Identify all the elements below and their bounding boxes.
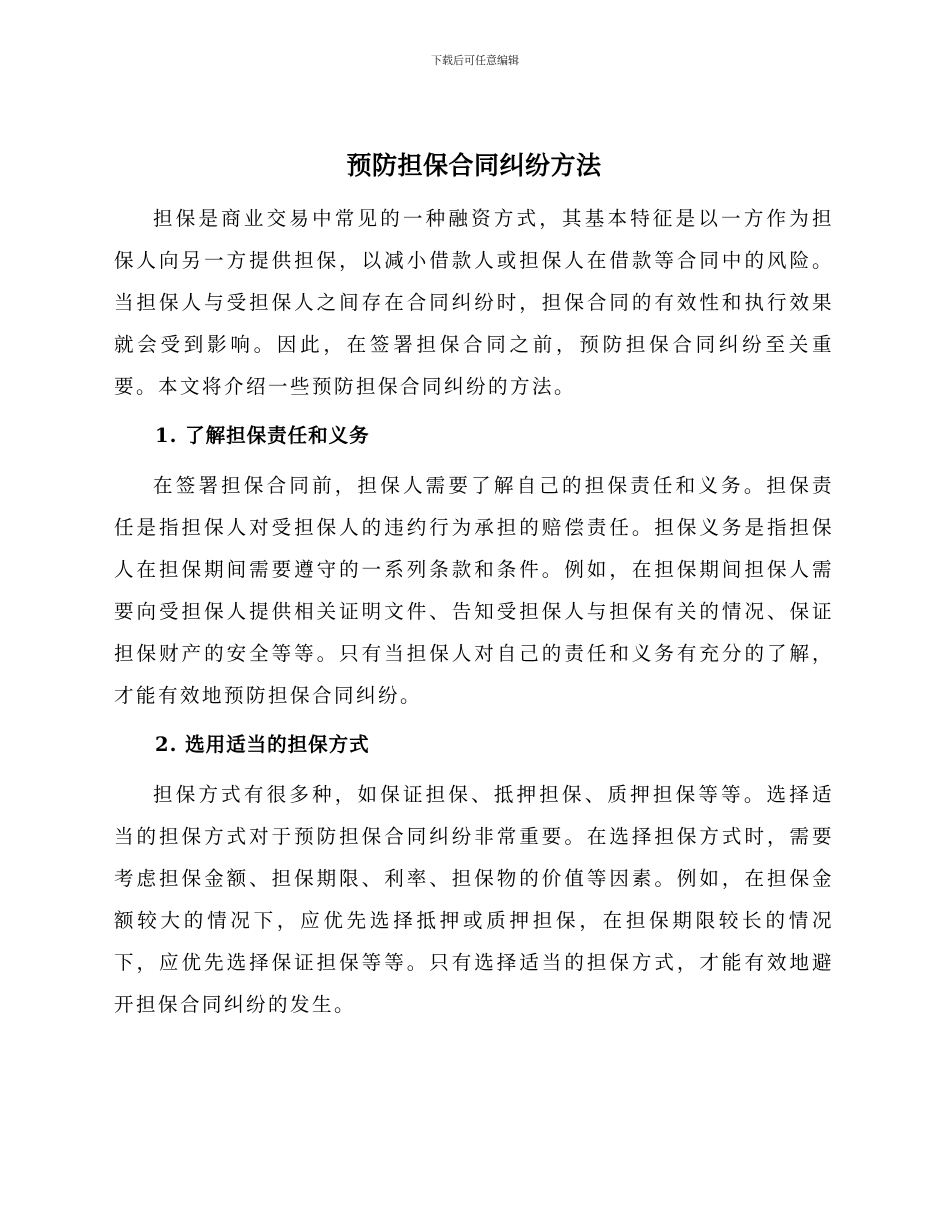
document-body xyxy=(114,148,834,1026)
section-heading-2: 2. 选用适当的担保方式 xyxy=(155,733,370,756)
section-heading-1: 1. 了解担保责任和义务 xyxy=(155,424,370,447)
section-paragraph-2: 担保方式有很多种，如保证担保、抵押担保、质押担保等等。选择适当的担保方式对于预防担保合同纠纷非常重要。在选择担保方式时，需要考虑担保金额、担保期限、利率、担保物的价值等因素。例如，在担保金额较大的情况下，应优先选择抵押或质押担保，在担保期限较长的情况下，应优先选择保证担保等等。只有选择适当的担保方式，才能有效地避开担保合同纠纷的发生。 xyxy=(114,783,834,1016)
document-title: 预防担保合同纠纷方法 xyxy=(346,151,602,180)
page-header-note: 下载后可任意编辑 xyxy=(431,54,519,67)
intro-paragraph: 担保是商业交易中常见的一种融资方式，其基本特征是以一方作为担保人向另一方提供担保，以减小借款人或担保人在借款等合同中的风险。当担保人与受担保人之间存在合同纠纷时，担保合同的有效性和执行效果就会受到影响。因此，在签署担保合同之前，预防担保合同纠纷至关重要。本文将介绍一些预防担保合同纠纷的方法。 xyxy=(114,207,834,398)
section-paragraph-1: 在签署担保合同前，担保人需要了解自己的担保责任和义务。担保责任是指担保人对受担保人的违约行为承担的赔偿责任。担保义务是指担保人在担保期间需要遵守的一系列条款和条件。例如，在担保期间担保人需要向受担保人提供相关证明文件、告知受担保人与担保有关的情况、保证担保财产的安全等等。只有当担保人对自己的责任和义务有充分的了解，才能有效地预防担保合同纠纷。 xyxy=(114,474,834,707)
